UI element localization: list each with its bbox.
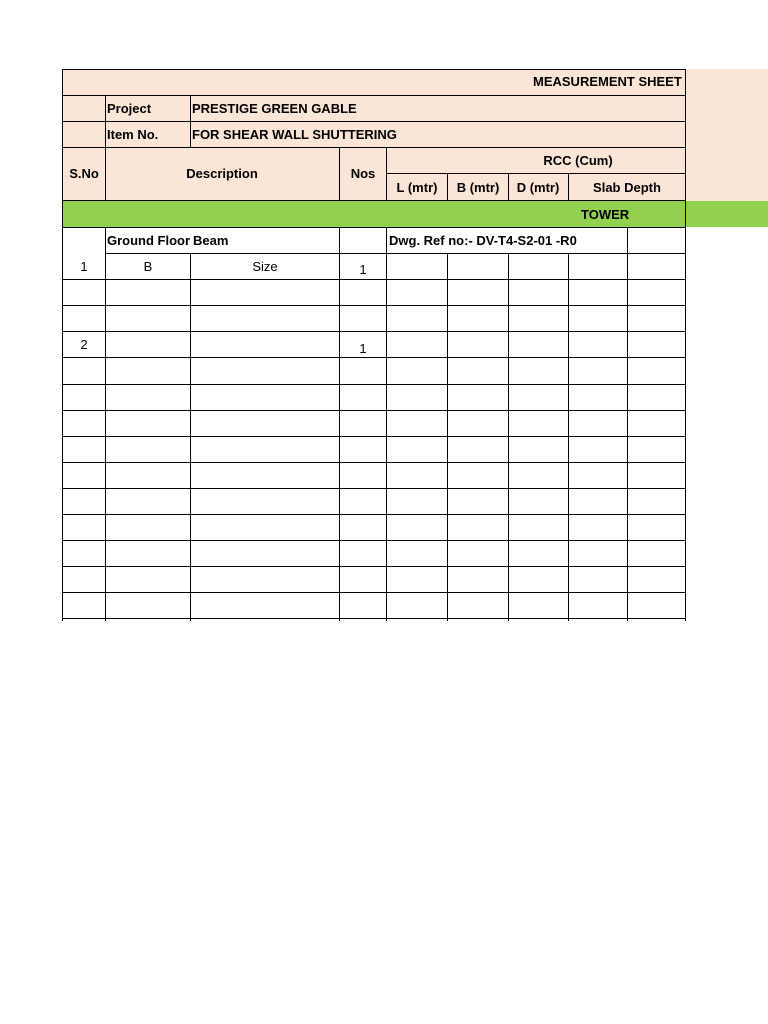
col-b-header: B (mtr) (456, 180, 500, 195)
sheet-title: MEASUREMENT SHEET (533, 74, 682, 89)
table-row-divider (63, 540, 686, 541)
table-row-divider (105, 253, 686, 254)
item-label: Item No. (107, 127, 159, 142)
floor-label: Ground Floor (107, 233, 191, 248)
row-1-nos: 1 (359, 262, 367, 277)
drawing-reference: Dwg. Ref no:- DV-T4-S2-01 -R0 (389, 233, 577, 248)
col-d-header: D (mtr) (516, 180, 560, 195)
table-row-divider (63, 305, 686, 306)
table-row-divider (63, 279, 686, 280)
table-row-divider (63, 462, 686, 463)
table-row-divider (63, 436, 686, 437)
row-1-desc-b: Size (252, 259, 278, 274)
table-row-divider (63, 592, 686, 593)
table-row-divider (63, 566, 686, 567)
section-title: TOWER (581, 207, 630, 222)
table-row-divider (63, 384, 686, 385)
floor-element: Beam (193, 233, 229, 248)
col-rcc-header: RCC (Cum) (543, 153, 613, 168)
table-row-divider (63, 488, 686, 489)
table-row-divider (63, 357, 686, 358)
row-2-sno: 2 (80, 337, 88, 352)
item-value: FOR SHEAR WALL SHUTTERING (192, 127, 397, 142)
project-label: Project (107, 101, 152, 116)
table-row-divider (63, 410, 686, 411)
table-row-divider (63, 618, 686, 619)
col-l-header: L (mtr) (396, 180, 438, 195)
table-row-divider (63, 331, 686, 332)
col-description-header: Description (186, 166, 258, 181)
project-value: PRESTIGE GREEN GABLE (192, 101, 357, 116)
col-nos-header: Nos (350, 166, 376, 181)
col-slab-header: Slab Depth (593, 180, 661, 195)
row-1-desc-a: B (143, 259, 153, 274)
header-band-extension (686, 69, 768, 201)
section-band-extension (686, 201, 768, 227)
row-1-sno: 1 (80, 259, 88, 274)
row-2-nos: 1 (359, 341, 367, 356)
col-sno-header: S.No (69, 166, 99, 181)
table-row-divider (63, 514, 686, 515)
